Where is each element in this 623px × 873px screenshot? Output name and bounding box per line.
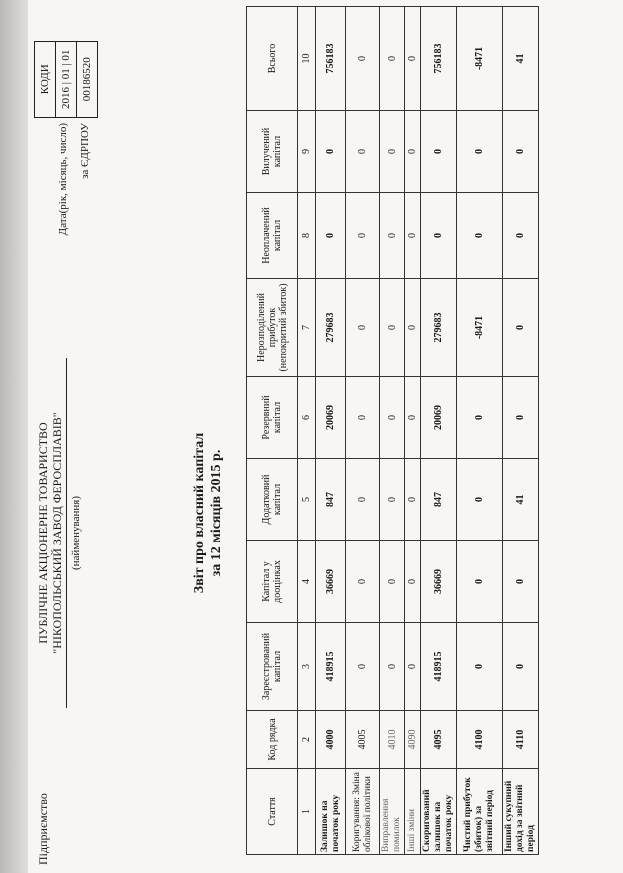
row-value-cell: 36669 — [316, 541, 346, 623]
row-value-cell: 0 — [405, 279, 421, 377]
row-value-cell: -8471 — [457, 279, 503, 377]
table-row — [421, 7, 457, 855]
row-value-cell: 0 — [380, 459, 405, 541]
row-value-cell: 0 — [405, 111, 421, 193]
rotated-page-content — [28, 0, 623, 873]
col-number: 10 — [298, 7, 316, 111]
row-value-cell: 0 — [503, 623, 539, 711]
row-code-cell: 4090 — [405, 711, 421, 769]
col-header-registered: Зареєстрований капітал — [247, 623, 298, 711]
row-value-cell: 0 — [457, 459, 503, 541]
title-line2: за 12 місяців 2015 р. — [209, 449, 224, 577]
row-value-cell: 0 — [405, 377, 421, 459]
row-value-cell: 0 — [421, 111, 457, 193]
table-header-row — [247, 7, 298, 855]
col-header-additional: Додатковий капітал — [247, 459, 298, 541]
date-label: Дата(рік, місяць, число) — [57, 123, 69, 236]
col-header-article: Стаття — [247, 769, 298, 855]
page — [28, 0, 623, 873]
row-value-cell: 418915 — [316, 623, 346, 711]
row-value-cell: 0 — [380, 7, 405, 111]
row-value-cell: 0 — [380, 377, 405, 459]
row-article-name: Скоригований залишок на початок року — [421, 769, 457, 855]
row-value-cell: 0 — [405, 623, 421, 711]
row-code-cell: 4000 — [316, 711, 346, 769]
table-row — [346, 7, 380, 855]
row-value-cell: 0 — [457, 541, 503, 623]
row-article-name: Інший сукупний дохід за звітний період — [503, 769, 539, 855]
row-value-cell: 0 — [316, 111, 346, 193]
row-value-cell: 0 — [346, 193, 380, 279]
row-value-cell: 36669 — [421, 541, 457, 623]
row-value-cell: 0 — [457, 377, 503, 459]
row-value-cell: 0 — [346, 541, 380, 623]
row-value-cell: 0 — [380, 111, 405, 193]
row-value-cell: 0 — [503, 541, 539, 623]
col-number: 9 — [298, 111, 316, 193]
row-value-cell: 847 — [316, 459, 346, 541]
edrpou-value: 00186520 — [77, 41, 98, 117]
title-line1: Звіт про власний капітал — [192, 432, 207, 594]
col-header-code: Код рядка — [247, 711, 298, 769]
col-number: 7 — [298, 279, 316, 377]
row-article-name: Чистий прибуток (збиток) за звітний період — [457, 769, 503, 855]
row-article-name: Залишок на початок року — [316, 769, 346, 855]
col-header-unpaid: Неоплачений капітал — [247, 193, 298, 279]
row-value-cell: 847 — [421, 459, 457, 541]
row-value-cell: 418915 — [421, 623, 457, 711]
row-value-cell: 0 — [503, 193, 539, 279]
equity-table — [246, 6, 539, 855]
col-number: 5 — [298, 459, 316, 541]
edrpou-label: за ЄДРПОУ — [79, 123, 91, 179]
row-value-cell: 0 — [421, 193, 457, 279]
enterprise-label: Підприємство — [36, 793, 50, 865]
row-value-cell: 0 — [316, 193, 346, 279]
row-value-cell: 0 — [503, 377, 539, 459]
col-header-withdrawn: Вилучений капітал — [247, 111, 298, 193]
table-row — [503, 7, 539, 855]
row-value-cell: 0 — [346, 623, 380, 711]
table-row — [316, 7, 346, 855]
col-number: 4 — [298, 541, 316, 623]
scan-edge-shadow — [0, 0, 30, 873]
col-header-total: Всього — [247, 7, 298, 111]
row-value-cell: 20069 — [421, 377, 457, 459]
row-value-cell: 41 — [503, 7, 539, 111]
row-value-cell: 0 — [503, 279, 539, 377]
table-row — [380, 7, 405, 855]
col-header-retained: Нерозподілений прибуток (непокритий збиток) — [247, 279, 298, 377]
codes-heading: КОДИ — [35, 41, 56, 117]
company-underline — [66, 358, 67, 708]
col-header-reserve: Резервний капітал — [247, 377, 298, 459]
company-name-line2: "НІКОПОЛЬСЬКИЙ ЗАВОД ФЕРОСПЛАВІВ" — [50, 412, 64, 654]
row-value-cell: 0 — [346, 279, 380, 377]
row-value-cell: 0 — [380, 541, 405, 623]
row-value-cell: 0 — [380, 623, 405, 711]
col-number: 2 — [298, 711, 316, 769]
row-value-cell: 0 — [405, 459, 421, 541]
row-value-cell: 0 — [457, 623, 503, 711]
row-code-cell: 4010 — [380, 711, 405, 769]
row-value-cell: -8471 — [457, 7, 503, 111]
row-code-cell: 4100 — [457, 711, 503, 769]
col-number: 8 — [298, 193, 316, 279]
row-value-cell: 0 — [503, 111, 539, 193]
row-code-cell: 4110 — [503, 711, 539, 769]
row-code-cell: 4095 — [421, 711, 457, 769]
company-name-line1: ПУБЛІЧНЕ АКЦІОНЕРНЕ ТОВАРИСТВО — [36, 422, 50, 644]
row-value-cell: 279683 — [316, 279, 346, 377]
row-value-cell: 0 — [380, 193, 405, 279]
row-value-cell: 0 — [346, 377, 380, 459]
name-caption: (найменування) — [70, 496, 82, 570]
row-value-cell: 756183 — [316, 7, 346, 111]
row-value-cell: 0 — [346, 111, 380, 193]
row-article-name: Виправлення помилок — [380, 769, 405, 855]
date-value: 2016 | 01 | 01 — [56, 41, 77, 117]
col-number: 1 — [298, 769, 316, 855]
row-code-cell: 4005 — [346, 711, 380, 769]
row-value-cell: 0 — [405, 7, 421, 111]
row-value-cell: 20069 — [316, 377, 346, 459]
codes-table — [34, 41, 98, 118]
col-number: 6 — [298, 377, 316, 459]
table-row — [457, 7, 503, 855]
row-value-cell: 0 — [457, 193, 503, 279]
row-value-cell: 756183 — [421, 7, 457, 111]
row-article-name: Коригування: Зміна облікової політики — [346, 769, 380, 855]
report-title — [191, 293, 225, 733]
row-article-name: Інші зміни — [405, 769, 421, 855]
row-value-cell: 279683 — [421, 279, 457, 377]
row-value-cell: 41 — [503, 459, 539, 541]
row-value-cell: 0 — [405, 193, 421, 279]
row-value-cell: 0 — [405, 541, 421, 623]
row-value-cell: 0 — [346, 7, 380, 111]
row-value-cell: 0 — [346, 459, 380, 541]
col-header-revaluation: Капітал у дооцінках — [247, 541, 298, 623]
col-number: 3 — [298, 623, 316, 711]
column-number-row — [298, 7, 316, 855]
table-row — [405, 7, 421, 855]
row-value-cell: 0 — [457, 111, 503, 193]
row-value-cell: 0 — [380, 279, 405, 377]
